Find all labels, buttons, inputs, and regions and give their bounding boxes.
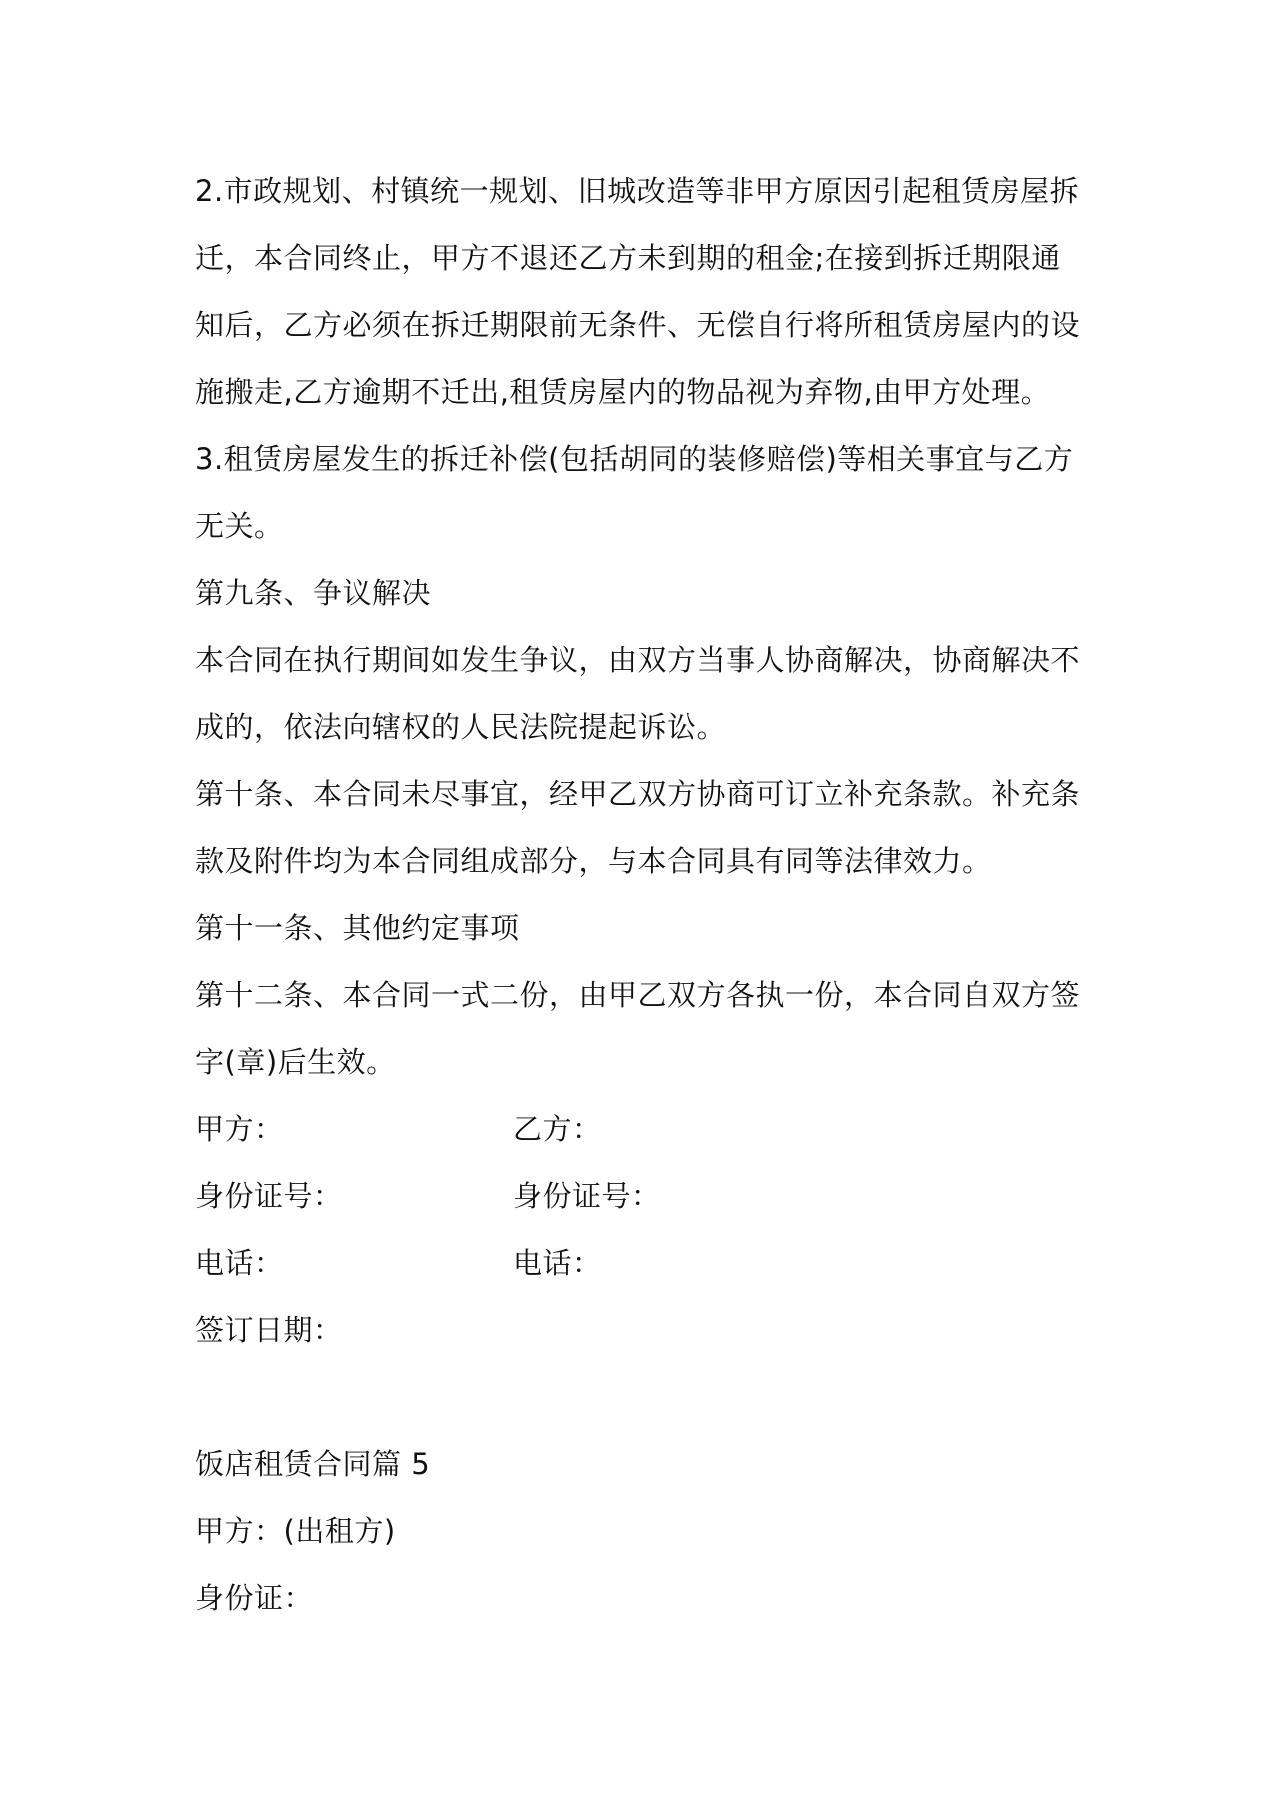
- party-b-id-label: 身份证号：: [513, 1179, 661, 1213]
- clause-line: 本合同在执行期间如发生争议，由双方当事人协商解决，协商解决不: [195, 643, 1081, 677]
- clause-line: 施搬走,乙方逾期不迁出,租赁房屋内的物品视为弃物,由甲方处理。: [195, 375, 1051, 409]
- clause-line: 第十条、本合同未尽事宜，经甲乙双方协商可订立补充条款。补充条: [195, 777, 1081, 811]
- clause-line: 知后，乙方必须在拆迁期限前无条件、无偿自行将所租赁房屋内的设: [195, 308, 1081, 342]
- clause-line: 款及附件均为本合同组成部分，与本合同具有同等法律效力。: [195, 844, 992, 878]
- section-heading-article-11: 第十一条、其他约定事项: [195, 911, 520, 945]
- clause-line: 第十二条、本合同一式二份，由甲乙双方各执一份，本合同自双方签: [195, 978, 1081, 1012]
- party-a-phone-label: 电话：: [195, 1246, 284, 1280]
- signature-row-id: [195, 1163, 1095, 1230]
- clause-line: 3.租赁房屋发生的拆迁补偿(包括胡同的装修赔偿)等相关事宜与乙方: [195, 442, 1074, 476]
- party-b-phone-label: 电话：: [513, 1246, 602, 1280]
- party-a-label: 甲方：: [195, 1112, 284, 1146]
- section-spacer: [195, 1364, 1095, 1431]
- document-body: [195, 158, 1095, 1632]
- clause-line: 无关。: [195, 509, 284, 543]
- clause-line: 成的，依法向辖权的人民法院提起诉讼。: [195, 710, 727, 744]
- party-b-label: 乙方：: [513, 1112, 602, 1146]
- next-section-title: 饭店租赁合同篇 5: [195, 1447, 431, 1481]
- section-heading-article-9: 第九条、争议解决: [195, 576, 432, 610]
- clause-line: 迁，本合同终止，甲方不退还乙方未到期的租金;在接到拆迁期限通: [195, 241, 1061, 275]
- sign-date-label: 签订日期：: [195, 1313, 343, 1347]
- signature-row-parties: [195, 1096, 1095, 1163]
- next-section-party-a: 甲方：(出租方): [195, 1514, 396, 1548]
- clause-line: 字(章)后生效。: [195, 1045, 396, 1079]
- signature-row-phone: [195, 1230, 1095, 1297]
- clause-line: 2.市政规划、村镇统一规划、旧城改造等非甲方原因引起租赁房屋拆: [195, 174, 1080, 208]
- party-a-id-label: 身份证号：: [195, 1179, 343, 1213]
- next-section-id-label: 身份证：: [195, 1581, 314, 1615]
